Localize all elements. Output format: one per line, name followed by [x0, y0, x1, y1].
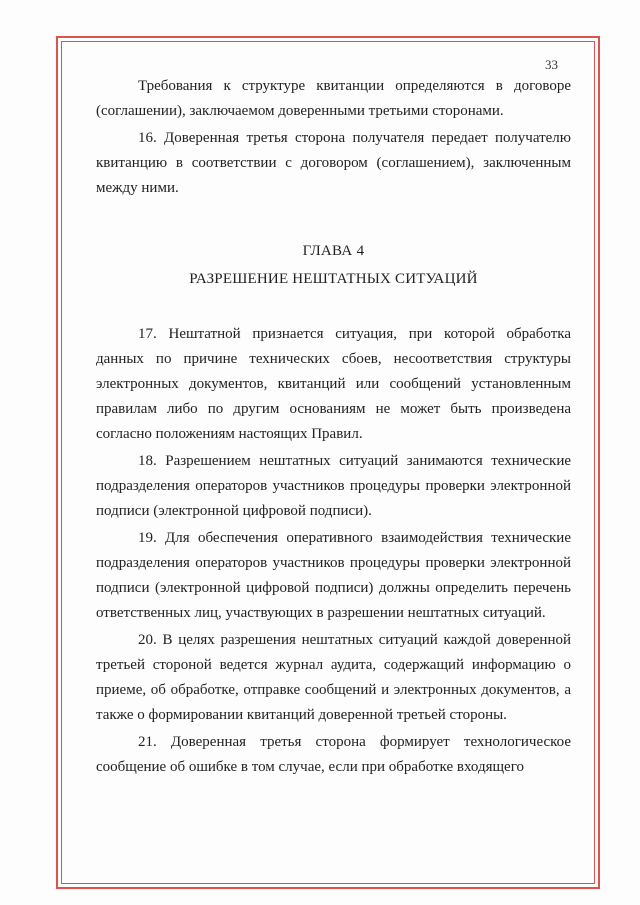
paragraph-21: 21. Доверенная третья сторона формирует технологическое сообщение об ошибке в том случае, если при обработке входящего	[96, 734, 571, 775]
page-number: 33	[545, 57, 558, 72]
paragraph-requirements: Требования к структуре квитанции определяются в договоре (соглашении), заключаемом доверенными третьими сторонами.	[96, 78, 571, 119]
paragraph-17: 17. Нештатной признается ситуация, при которой обработка данных по причине технических сбоев, несоответствия структуры электронных документов, квитанций или сообщений установленным правилам либо по другим основаниям не может быть произведена согласно положениям настоящих Правил.	[96, 326, 571, 442]
chapter-title: РАЗРЕШЕНИЕ НЕШТАТНЫХ СИТУАЦИЙ	[189, 271, 478, 287]
chapter-number: ГЛАВА 4	[302, 243, 365, 259]
paragraph-20: 20. В целях разрешения нештатных ситуаций каждой доверенной третьей стороной ведется журнал аудита, содержащий информацию о приеме, об обработке, отправке сообщений и электронных документов, а также о формировании квитанций доверенной третьей стороны.	[96, 632, 571, 723]
paragraph-16: 16. Доверенная третья сторона получателя передает получателю квитанцию в соответствии с договором (соглашением), заключенным между ними.	[96, 130, 571, 196]
paragraph-18: 18. Разрешением нештатных ситуаций занимаются технические подразделения операторов участников процедуры проверки электронной подписи (электронной цифровой подписи).	[96, 453, 571, 519]
paragraph-19: 19. Для обеспечения оперативного взаимодействия технические подразделения операторов участников процедуры проверки электронной подписи (электронной цифровой подписи) должны определить перечень ответственных лиц, участвующих в разрешении нештатных ситуаций.	[96, 530, 571, 621]
chapter-heading	[96, 239, 571, 292]
document-body	[96, 74, 571, 780]
